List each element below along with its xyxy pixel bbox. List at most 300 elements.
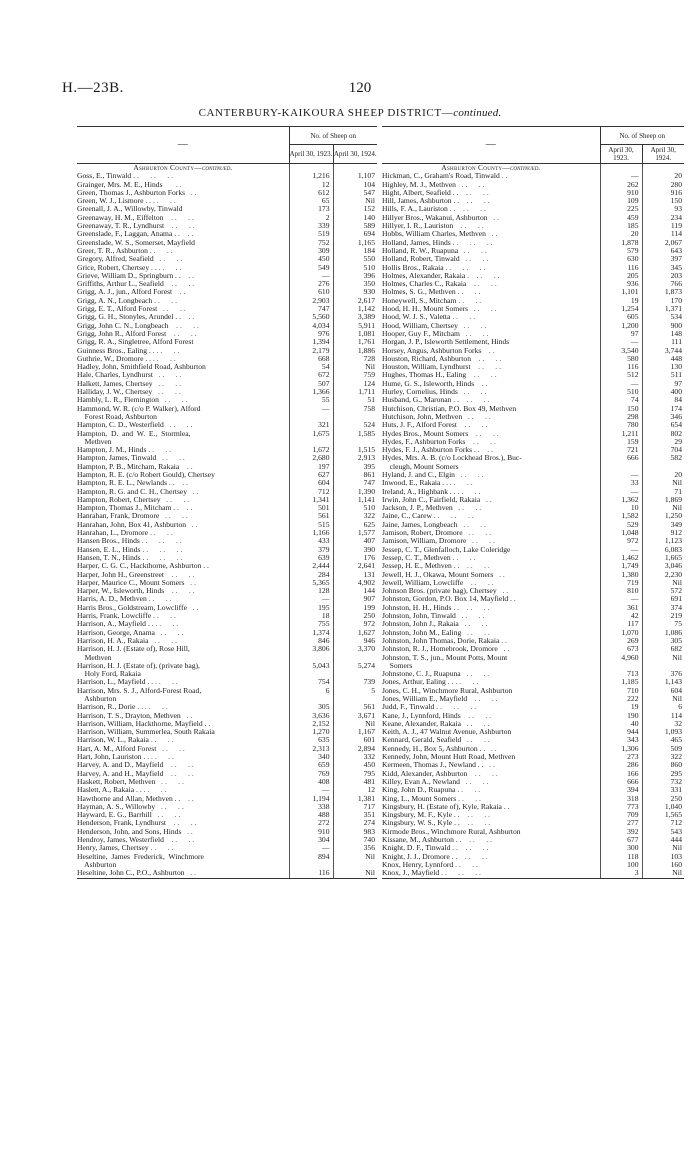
leader-dots: . . . .: [464, 412, 491, 421]
sheep-1923-value: 709: [600, 811, 642, 819]
table-row: [382, 463, 684, 471]
sheep-1924-value: 682: [670, 645, 682, 654]
sheep-1924-value: 144: [363, 587, 375, 596]
table-row: [77, 695, 377, 703]
sheep-1924-value: 114: [670, 711, 682, 720]
table-row: [382, 371, 684, 379]
owner-name-text: Hydes, F., Ashburton Forks: [382, 437, 466, 446]
leader-dots: . .: [174, 288, 186, 297]
leader-dots: . . . .: [154, 371, 182, 380]
sheep-1924-value: 3,671: [357, 711, 375, 720]
sheep-1923-value: 605: [600, 313, 642, 321]
table-row: [77, 454, 377, 462]
sheep-1923-value: 976: [289, 330, 333, 338]
owner-name-text: Green, Thomas J., Ashburton Forks: [77, 188, 186, 197]
sheep-1924-value: 704: [670, 446, 682, 455]
owner-name-text: Hampton, Thomas J., Mitcham . .: [77, 504, 179, 513]
leader-dots: . . . .: [154, 379, 181, 388]
table-row: [382, 819, 684, 827]
owner-name-text: Harrison, H. A., Rakaia: [77, 636, 149, 645]
table-row: [77, 288, 377, 296]
owner-name: [382, 222, 600, 230]
owner-name-text: cleugh, Mount Somers: [382, 462, 459, 471]
owner-name: [77, 388, 289, 396]
owner-name: [77, 720, 289, 728]
name-column-header: —: [77, 127, 289, 164]
owner-name-text: Haskett, Robert, Methven: [77, 777, 156, 786]
owner-name-text: Hobbs, William Charles, Methven: [382, 230, 486, 239]
owner-name-text: Hydes Bros., Mount Somers: [382, 429, 469, 438]
leader-dots: . .: [187, 520, 198, 529]
leader-dots: . . . .: [166, 587, 195, 596]
sheep-1923-value: 659: [289, 761, 333, 769]
owner-name-text: Harper, Maurice C., Mount Somers: [77, 578, 185, 587]
owner-name-text: Hammond, W. R. (c/o P. Walker), Alford: [77, 404, 201, 413]
sheep-1924-value: 131: [363, 570, 375, 579]
sheep-1923-value: 1,394: [289, 338, 333, 346]
owner-name-text: Johnston, T. S., jun., Mount Potts, Mount: [382, 653, 508, 662]
sheep-1923-value: 65: [289, 197, 333, 205]
owner-name: [382, 786, 600, 794]
sheep-1923-value: [289, 413, 333, 421]
table-row: [77, 720, 377, 728]
sheep-1923-value: 910: [289, 828, 333, 836]
table-row: [382, 405, 684, 413]
sheep-1923-value: 128: [289, 587, 333, 595]
owner-name: [77, 371, 289, 379]
owner-name-text: Guthrie, W., Dromore . .: [77, 354, 152, 363]
leader-dots: . .: [482, 495, 492, 504]
owner-name: [382, 695, 600, 703]
sheep-1924-value: 861: [363, 470, 375, 479]
table-row: [77, 247, 377, 255]
table-row: [77, 496, 377, 504]
owner-name: [382, 396, 600, 404]
sheep-1923-value: 19: [600, 703, 642, 711]
owner-name-text: Hooper, Guy F., Mitcham: [382, 329, 460, 338]
leader-dots: . . . .: [162, 495, 190, 504]
owner-name-text: Jessep, H. E., Methven . .: [382, 562, 460, 571]
leader-dots: . . . .: [461, 255, 489, 264]
owner-name: [382, 587, 600, 595]
sheep-1924-value: 1,869: [664, 495, 682, 504]
owner-name-text: Knox, Henry, Lynnford: [382, 860, 454, 869]
sheep-1923-value: 2,313: [289, 745, 333, 753]
sheep-1924-value: 1,390: [357, 487, 375, 496]
owner-name-text: Harvey, A. and D., Mayfield: [77, 761, 164, 770]
owner-name-text: Hillyer Bros., Wakanui, Ashburton: [382, 213, 488, 222]
sheep-1923-value: 1,211: [600, 430, 642, 438]
owner-name: [382, 454, 600, 462]
sheep-1923-value: 459: [600, 214, 642, 222]
page-number: 120: [348, 80, 372, 96]
owner-name-text: Grigg, John C. N., Longbeach: [77, 321, 169, 330]
sheep-1923-value: 361: [600, 604, 642, 612]
empty-cell: [642, 164, 684, 173]
sheep-1924-value: 2,067: [664, 238, 682, 247]
owner-name: [382, 720, 600, 728]
sheep-1923-value: 116: [600, 264, 642, 272]
sheep-1924-value: 29: [674, 437, 682, 446]
owner-name: [77, 413, 289, 421]
empty-cell: [600, 164, 642, 173]
sheep-1923-value: 305: [289, 703, 333, 711]
sheep-1923-value: 262: [600, 181, 642, 189]
table-row: [382, 363, 684, 371]
sheep-1924-value: 3,370: [357, 645, 375, 654]
table-row: [77, 778, 377, 786]
owner-name: [77, 529, 289, 537]
sheep-1923-value: 721: [600, 446, 642, 454]
sheep-1924-value: 1,123: [664, 537, 682, 546]
table-row: [77, 463, 377, 471]
sheep-1923-value: 379: [289, 546, 333, 554]
owner-name-text: Johnston, John J., Rakaia: [382, 620, 459, 629]
owner-name: [77, 471, 289, 479]
owner-name-text: Hanrahan, John, Box 41, Ashburton: [77, 520, 187, 529]
owner-name: [77, 869, 289, 878]
owner-name-text: Henderson, Frank, Lyndhurst: [77, 819, 167, 828]
owner-name: [382, 488, 600, 496]
owner-name-text: King, L., Mount Somers: [382, 794, 457, 803]
table-row: [77, 264, 377, 272]
owner-name: [77, 247, 289, 255]
owner-name-text: Hayman, A. S., Willowby: [77, 802, 156, 811]
sheep-1924-value: 130: [670, 363, 682, 372]
leader-dots: . .: [489, 213, 499, 222]
owner-name: [77, 214, 289, 222]
owner-name: [382, 629, 600, 637]
table-row: [382, 454, 684, 462]
county-suffix: continued.: [202, 163, 233, 172]
owner-name-text: Hood, William, Chertsey: [382, 321, 458, 330]
leader-dots: . . . . . .: [141, 537, 182, 546]
leader-dots: . . . . . .: [142, 545, 183, 554]
owner-name-text: Kermeen, Thomas J., Newland . .: [382, 761, 484, 770]
sheep-1924-value: 740: [363, 836, 375, 845]
sheep-1923-value: —: [600, 595, 642, 603]
owner-name-text: Holland, Robert, Tinwald: [382, 255, 460, 264]
table-row: [77, 587, 377, 595]
owner-name-text: Hansen, E. L., Hinds: [77, 545, 141, 554]
owner-name: [382, 272, 600, 280]
owner-name: [77, 844, 289, 852]
owner-name: [77, 554, 289, 562]
owner-name-text: Hampton, P. B., Mitcham, Rakaia: [77, 462, 180, 471]
table-row: [382, 205, 684, 213]
owner-name: [77, 836, 289, 844]
owner-name: [382, 712, 600, 720]
owner-name: [382, 438, 600, 446]
sheep-1924-value: 912: [670, 529, 682, 538]
owner-name-text: Gregory, Alfred, Seafield: [77, 255, 154, 264]
leader-dots: . .: [182, 271, 195, 280]
sheep-1923-value: [289, 438, 333, 446]
leader-dots: . .: [487, 744, 497, 753]
table-row: [77, 662, 377, 670]
table-row: [77, 795, 377, 803]
owner-name-text: Jessep, C. T., Methven: [382, 553, 451, 562]
sheep-1923-value: 195: [289, 604, 333, 612]
owner-name: [77, 488, 289, 496]
sheep-1923-value: 392: [600, 828, 642, 836]
owner-name: [382, 546, 600, 554]
owner-name-text: Johnston, John Thomas, Dorie, Rakaia: [382, 636, 500, 645]
table-row: [77, 347, 377, 355]
owner-name: [77, 438, 289, 446]
sheep-1923-value: 773: [600, 803, 642, 811]
owner-name: [382, 844, 600, 852]
owner-name: [382, 363, 600, 371]
sheep-1923-value: 18: [289, 612, 333, 620]
owner-name-text: Jewell, H. J., Okawa, Mount Somers: [382, 570, 494, 579]
owner-name-text: Hanrahan, Frank, Dromore: [77, 512, 160, 521]
owner-name-text: Grieve, William D., Springburn . .: [77, 271, 181, 280]
table-row: [382, 612, 684, 620]
table-row: [382, 745, 684, 753]
sheep-1923-value: 2,152: [289, 720, 333, 728]
sheep-1924-value: 170: [670, 296, 682, 305]
leader-dots: . . . .: [468, 371, 497, 380]
sheep-1923-value: 343: [600, 736, 642, 744]
sheep-1924-value: 1,086: [664, 628, 682, 637]
sheep-1924-value: Nil: [672, 653, 682, 662]
sheep-1923-value: 225: [600, 205, 642, 213]
table-row: [77, 189, 377, 197]
leader-dots: . . . .: [161, 512, 188, 521]
owner-name-text: Johnson Bros. (private bag), Chertsey: [382, 587, 497, 596]
owner-name: [382, 371, 600, 379]
sheep-1923-value: 1,200: [600, 322, 642, 330]
leader-dots: . . . .: [154, 296, 177, 305]
sheep-1924-value: 150: [670, 197, 682, 206]
leader-dots: . . . .: [460, 603, 490, 612]
sheep-1923-value: 2,179: [289, 347, 333, 355]
table-row: [382, 811, 684, 819]
year-1923-header: April 30, 1923.: [600, 145, 642, 164]
leader-dots: . . . .: [468, 280, 497, 289]
sheep-1923-value: 1,366: [289, 388, 333, 396]
owner-name: [382, 554, 600, 562]
county-name: Ashburton County: [441, 163, 503, 172]
leader-dots: . . . . . .: [142, 553, 183, 562]
leader-dots: . . . .: [460, 396, 490, 405]
sheep-1923-value: 1,048: [600, 529, 642, 537]
table-row: [382, 695, 684, 703]
leader-dots: . .: [476, 379, 488, 388]
sheep-1923-value: 3,636: [289, 712, 333, 720]
leader-dots: . . . .: [470, 429, 499, 438]
sheep-1924-value: 250: [363, 612, 375, 621]
table-row: [77, 239, 377, 247]
table-row: [382, 836, 684, 844]
owner-name: [382, 330, 600, 338]
leader-dots: . . . .: [457, 612, 485, 621]
owner-name-text: Hollis Bros., Rakaia: [382, 263, 444, 272]
leader-dots: . . . .: [158, 744, 185, 753]
section-heading-row: [77, 164, 377, 173]
leader-dots: . . . .: [168, 329, 197, 338]
table-row: [77, 728, 377, 736]
sheep-1923-value: —: [289, 786, 333, 794]
sheep-1924-value: 712: [670, 819, 682, 828]
sheep-1924-value: 481: [363, 777, 375, 786]
sheep-1924-value: 20: [674, 470, 682, 479]
sheep-1924-value: 174: [670, 404, 682, 413]
year-1924-header: April 30, 1924.: [642, 145, 684, 164]
table-row: [77, 205, 377, 213]
owner-name: [77, 305, 289, 313]
sheep-1924-value: 543: [670, 827, 682, 836]
sheep-1924-value: Nil: [672, 578, 682, 587]
sheep-1923-value: 190: [600, 712, 642, 720]
leader-dots: . .: [189, 487, 199, 496]
owner-name: [77, 571, 289, 579]
owner-name: [382, 670, 600, 678]
sheep-1924-value: 444: [670, 836, 682, 845]
table-row: [382, 844, 684, 852]
owner-name-text: Hampton, C. D., Westerfield: [77, 421, 164, 430]
owner-name: [382, 761, 600, 769]
table-row: [382, 430, 684, 438]
owner-name: [382, 288, 600, 296]
sheep-1924-value: 1,665: [664, 553, 682, 562]
sheep-1924-value: 1,081: [357, 329, 375, 338]
owner-name-text: Harrison, R., Dorie . .: [77, 703, 144, 712]
table-row: [77, 670, 377, 678]
leader-dots: . . . .: [469, 695, 498, 703]
owner-name: [382, 736, 600, 744]
sheep-1923-value: 2,444: [289, 562, 333, 570]
owner-name: [77, 678, 289, 686]
sheep-1924-value: 93: [674, 205, 682, 214]
county-section-heading: Ashburton County—continued.: [382, 164, 600, 173]
sheep-1924-value: 983: [363, 827, 375, 836]
owner-name-text: Jones, C. H., Winchmore Rural, Ashburton: [382, 686, 513, 695]
owner-name-text: Hughes, Thomas H., Ealing: [382, 371, 467, 380]
leader-dots: . . . .: [159, 305, 186, 314]
sheep-1923-value: 284: [289, 571, 333, 579]
owner-name-text: Harrison, T. S., Drayton, Methven: [77, 711, 181, 720]
sheep-1924-value: 250: [670, 794, 682, 803]
sheep-1923-value: 166: [600, 770, 642, 778]
sheep-1923-value: 1,185: [600, 678, 642, 686]
sheep-1924-value: Nil: [672, 844, 682, 853]
sheep-1923-value: 222: [600, 695, 642, 703]
leader-dots: . .: [181, 462, 193, 471]
sheep-1924-value: Nil: [672, 695, 682, 703]
right-table-body: [382, 164, 684, 879]
sheep-1924-value: 376: [670, 670, 682, 679]
sheep-1923-value: 150: [600, 405, 642, 413]
owner-name-text: Henry, James, Chertsey: [77, 844, 149, 853]
sheep-1923-value: 747: [289, 305, 333, 313]
owner-name-text: Johnston, R. J., Homebrook, Dromore: [382, 645, 498, 654]
sheep-1923-value: 19: [600, 297, 642, 305]
leader-dots: . . . .: [455, 678, 479, 687]
leader-dots: . . . .: [157, 802, 184, 811]
leader-dots: . . . .: [458, 421, 488, 430]
table-row: [382, 388, 684, 396]
sheep-1923-value: —: [600, 471, 642, 479]
leader-dots: . . . .: [144, 703, 168, 712]
leader-dots: . . . .: [165, 761, 194, 770]
table-row: [382, 189, 684, 197]
owner-name: [382, 703, 600, 711]
owner-name-text: Jones, Arthur, Ealing . .: [382, 678, 454, 687]
leader-dots: . . . .: [166, 222, 195, 231]
leader-dots: . . . .: [462, 670, 490, 679]
owner-name-text: Hendroy, James, Westerfield: [77, 836, 164, 845]
sheep-1924-value: [642, 662, 684, 670]
owner-name-text: Harrison, William, Summerlea, South Rakaia: [77, 728, 215, 737]
owner-name: [77, 712, 289, 720]
table-row: [77, 230, 377, 238]
sheep-1924-value: 561: [363, 703, 375, 712]
sheep-1924-value: 160: [670, 860, 682, 869]
owner-name: [382, 405, 600, 413]
table-row: [77, 214, 377, 222]
sheep-1923-value: 33: [600, 479, 642, 487]
owner-name: [77, 205, 289, 213]
owner-name: [77, 405, 289, 413]
owner-name: [382, 853, 600, 861]
leader-dots: . . . .: [165, 769, 194, 778]
owner-name: [382, 620, 600, 628]
sheep-1923-value: 12: [289, 181, 333, 189]
sheep-1923-value: 318: [600, 795, 642, 803]
table-row: [382, 662, 684, 670]
leader-dots: . .: [182, 794, 194, 803]
owner-name: [77, 380, 289, 388]
sheep-1924-value: 1,761: [357, 338, 375, 347]
sheep-1924-value: 1,565: [664, 811, 682, 820]
owner-name: [382, 770, 600, 778]
sheep-1924-value: 572: [670, 587, 682, 596]
owner-name-text: Haslett, A., Rakaia . .: [77, 786, 142, 795]
sheep-1923-value: 754: [289, 678, 333, 686]
owner-name-text: Knight, J. J., Dromore . .: [382, 852, 458, 861]
sheep-1923-value: 1,254: [600, 305, 642, 313]
owner-name: [382, 496, 600, 504]
table-row: [77, 844, 377, 852]
owner-name: [77, 637, 289, 645]
table-row: [77, 637, 377, 645]
owner-name-text: Hale, Charles, Lyndhurst: [77, 371, 153, 380]
sheep-1924-value: 397: [670, 255, 682, 264]
sheep-1923-value: 501: [289, 504, 333, 512]
leader-dots: . . . .: [463, 628, 490, 637]
sheep-1924-value: 534: [670, 313, 682, 322]
leader-dots: . . . .: [165, 213, 194, 222]
leader-dots: . . . .: [461, 562, 490, 571]
table-row: [382, 604, 684, 612]
owner-name-text: Harrison, George, Anama: [77, 628, 155, 637]
leader-dots: . .: [487, 230, 498, 239]
table-row: [77, 736, 377, 744]
table-row: [77, 654, 377, 662]
right-table: [382, 126, 684, 879]
owner-name-text: Halliday, J. W., Chertsey: [77, 388, 153, 397]
owner-name: [77, 670, 289, 678]
owner-name: [77, 562, 289, 570]
owner-name-text: King, John D., Ruapuna: [382, 786, 456, 795]
table-row: [382, 272, 684, 280]
sheep-1923-value: 304: [289, 836, 333, 844]
county-section-heading: Ashburton County—continued.: [77, 164, 289, 173]
sheep-1924-value: 1,141: [357, 495, 375, 504]
sheep-1924-value: 759: [363, 371, 375, 380]
